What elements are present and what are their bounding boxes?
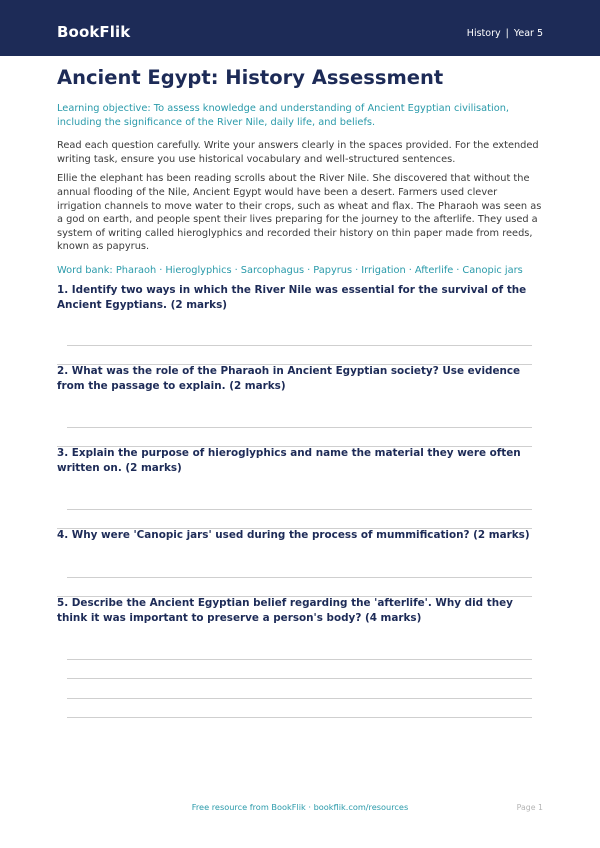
- word-bank: Word bank: Pharaoh · Hieroglyphics · Sarcophagus · Papyrus · Irrigation · Afterlife · Canopic jars: [57, 264, 523, 276]
- word-bank-word: Irrigation: [361, 264, 406, 276]
- intro-section: [57, 64, 544, 278]
- meta-separator: |: [505, 28, 509, 39]
- answer-line[interactable]: [67, 698, 532, 699]
- year-label: Year 5: [513, 28, 543, 39]
- word-bank-word: Papyrus: [313, 264, 353, 276]
- question-4: 4. Why were 'Canopic jars' used during the process of mummification? (2 marks): [57, 529, 530, 541]
- question-2: 2. What was the role of the Pharaoh in Ancient Egyptian society? Use evidence from the passage to explain. (2 marks): [57, 365, 521, 392]
- page-title: Ancient Egypt: History Assessment: [57, 66, 444, 89]
- question-1: 1. Identify two ways in which the River Nile was essential for the survival of the Ancient Egyptians. (2 marks): [57, 284, 527, 311]
- instructions-text: Read each question carefully. Write your answers clearly in the spaces provided. For the extended writing task, ensure you use historical vocabulary and well-structured sentences.: [57, 140, 539, 165]
- header-meta: [467, 28, 543, 39]
- answer-line[interactable]: [67, 577, 532, 578]
- answer-line[interactable]: [67, 345, 532, 346]
- page-number: Page 1: [516, 803, 543, 812]
- word-bank-word: Afterlife: [414, 264, 454, 276]
- word-bank-word: Sarcophagus: [240, 264, 305, 276]
- subject-label: History: [466, 28, 501, 39]
- answer-line[interactable]: [67, 509, 532, 510]
- word-bank-word: Pharaoh: [115, 264, 157, 276]
- header-bar: [0, 0, 600, 56]
- question-3: 3. Explain the purpose of hieroglyphics and name the material they were often written on. (2 marks): [57, 447, 521, 474]
- answer-line[interactable]: [67, 717, 532, 718]
- answer-line[interactable]: [67, 427, 532, 428]
- word-bank-word: Hieroglyphics: [165, 264, 232, 276]
- footer-resource-link[interactable]: Free resource from BookFlik · bookflik.com/resources: [191, 802, 409, 812]
- brand-logo[interactable]: BookFlik: [57, 23, 131, 41]
- reading-passage: Ellie the elephant has been reading scrolls about the River Nile. She discovered that without the annual flooding of the Nile, Ancient Egypt would have been a desert. Farmers used clever irrigation channels to move water to their crops, such as wheat and flax. The Pharaoh was seen as a god on earth, and people spent their lives preparing for the journey to the afterlife. They used a system of writing called hieroglyphics and recorded their history on thin paper made from reeds, known as papyrus.: [57, 173, 542, 253]
- word-bank-label: Word bank:: [57, 264, 113, 276]
- answer-line[interactable]: [67, 678, 532, 679]
- word-bank-word: Canopic jars: [462, 264, 523, 276]
- learning-objective: Learning objective: To assess knowledge and understanding of Ancient Egyptian civilisation, including the significance of the River Nile, daily life, and beliefs.: [57, 103, 510, 128]
- question-5: 5. Describe the Ancient Egyptian belief regarding the 'afterlife'. Why did they think it was important to preserve a person's body? (4 marks): [57, 597, 513, 624]
- answer-line[interactable]: [67, 659, 532, 660]
